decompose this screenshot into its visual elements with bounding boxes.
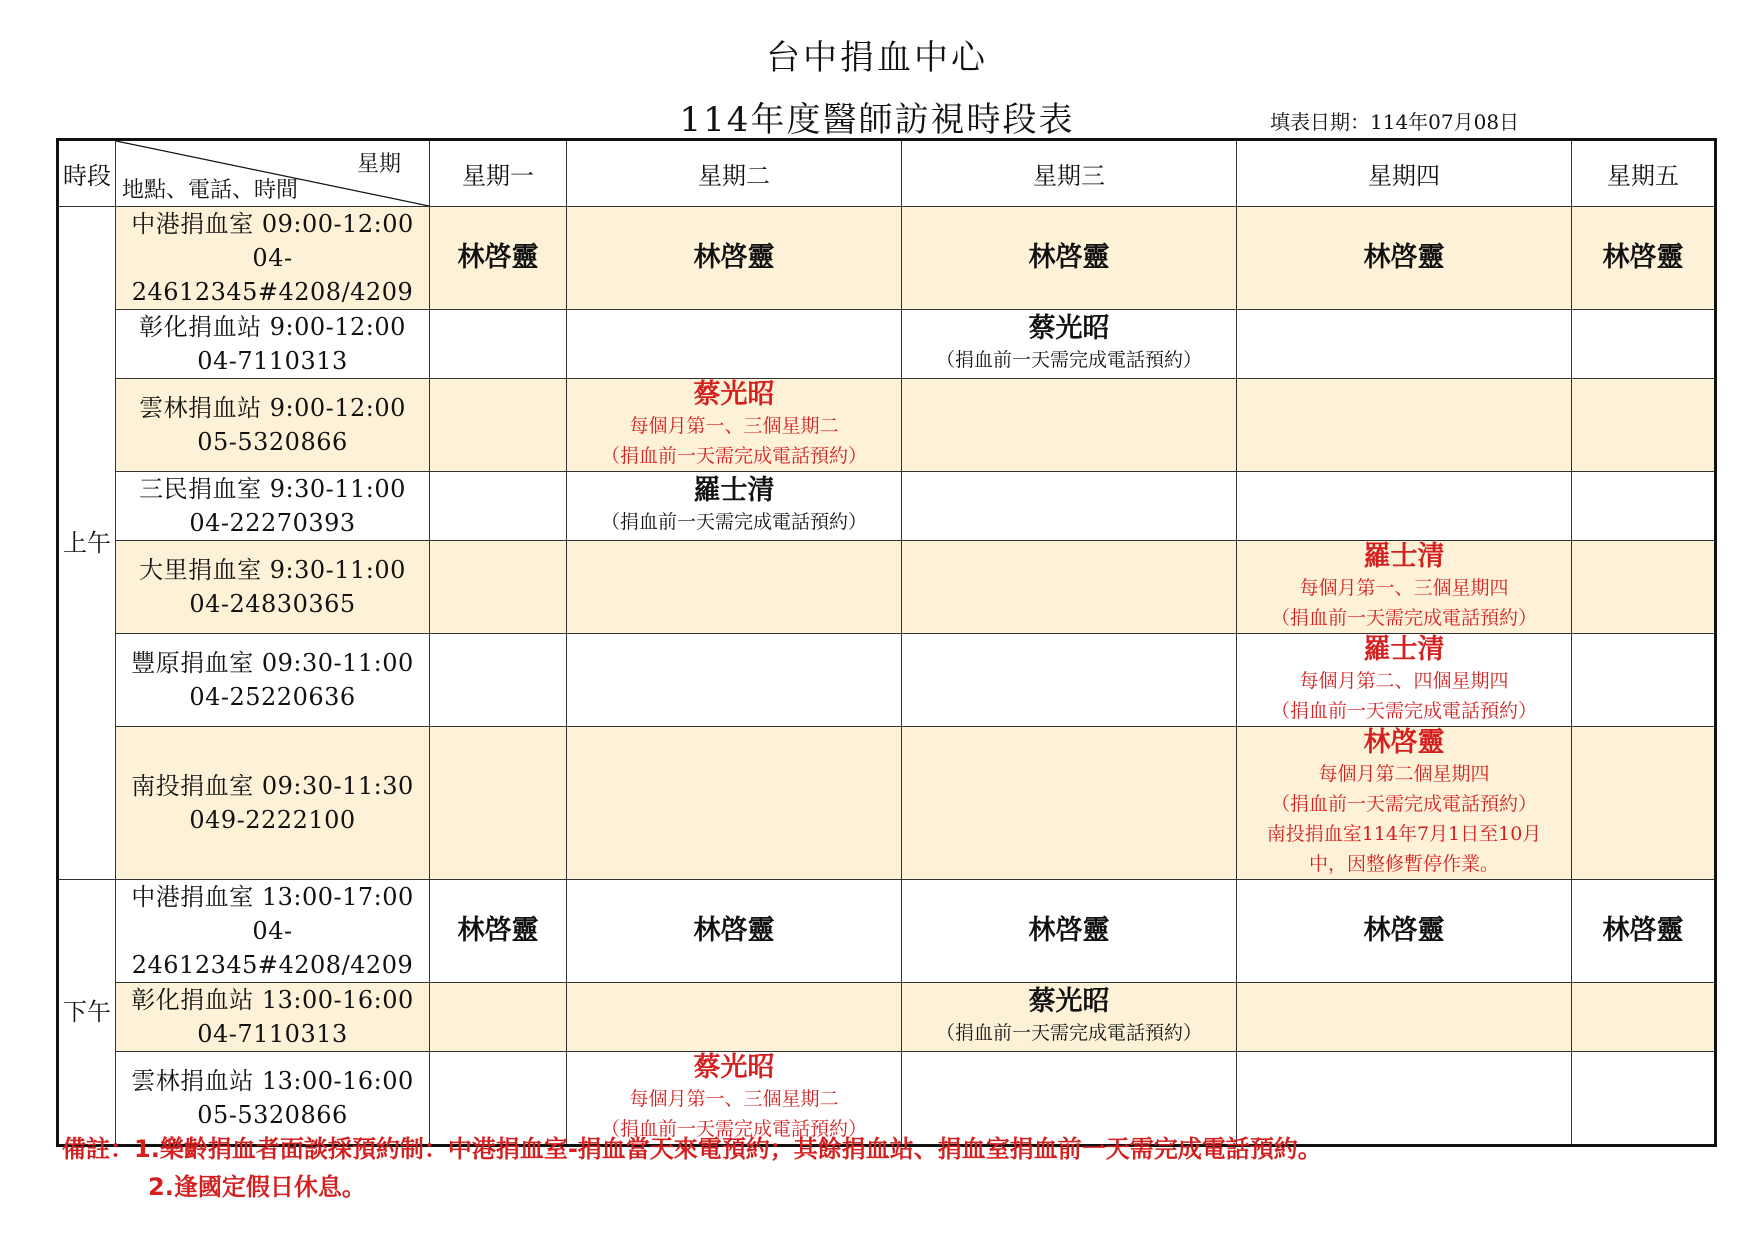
table-row [58, 379, 1716, 472]
schedule-cell [567, 983, 902, 1052]
schedule-cell [1237, 727, 1572, 880]
schedule-cell [1572, 379, 1716, 472]
schedule-cell [902, 727, 1237, 880]
schedule-cell [1572, 983, 1716, 1052]
schedule-note: 每個月第一、三個星期四 [1299, 577, 1509, 599]
schedule-cell [430, 310, 567, 379]
location-phone: 04-7110313 [197, 347, 348, 375]
location-cell [116, 727, 430, 880]
table-row [58, 880, 1716, 983]
location-cell [116, 207, 430, 310]
page-title: 台中捐血中心 [766, 38, 988, 78]
doctor-name: 林啓靈 [457, 242, 539, 273]
doctor-name: 林啓靈 [1363, 727, 1445, 758]
schedule-note: （捐血前一天需完成電話預約） [1270, 793, 1537, 815]
table-row [58, 541, 1716, 634]
schedule-cell [1237, 207, 1572, 310]
location-name-time: 南投捐血室 09:30-11:30 [131, 772, 414, 800]
schedule-note: （捐血前一天需完成電話預約） [600, 1118, 867, 1140]
location-phone: 05-5320866 [197, 1101, 348, 1129]
doctor-name: 蔡光昭 [1028, 986, 1110, 1017]
schedule-cell [1237, 379, 1572, 472]
fill-date: 填表日期：114年07月08日 [1270, 110, 1520, 134]
schedule-note: （捐血前一天需完成電話預約） [600, 511, 867, 533]
doctor-name: 羅士清 [1363, 541, 1445, 572]
schedule-note: （捐血前一天需完成電話預約） [1270, 607, 1537, 629]
schedule-cell [902, 634, 1237, 727]
schedule-note: （捐血前一天需完成電話預約） [935, 349, 1202, 371]
location-cell [116, 472, 430, 541]
schedule-cell [1572, 541, 1716, 634]
doctor-name: 蔡光昭 [693, 379, 775, 410]
doctor-name: 林啓靈 [1028, 915, 1110, 946]
table-row [58, 983, 1716, 1052]
location-phone: 049-2222100 [189, 806, 356, 834]
schedule-note: （捐血前一天需完成電話預約） [600, 445, 867, 467]
page-subtitle: 114年度醫師訪視時段表 [679, 100, 1075, 140]
doctor-name: 林啓靈 [693, 242, 775, 273]
day-header-mon: 星期一 [430, 140, 567, 207]
day-header-thu: 星期四 [1237, 140, 1572, 207]
schedule-cell [1237, 983, 1572, 1052]
schedule-cell [567, 880, 902, 983]
remark-line-2: 2.逢國定假日休息。 [148, 1173, 366, 1201]
schedule-cell [1572, 472, 1716, 541]
schedule-cell [430, 880, 567, 983]
schedule-note: 每個月第二、四個星期四 [1299, 670, 1509, 692]
header-row [58, 140, 1716, 207]
day-header-tue: 星期二 [567, 140, 902, 207]
schedule-cell [902, 310, 1237, 379]
location-phone: 04-22270393 [189, 509, 356, 537]
schedule-cell [902, 541, 1237, 634]
schedule-cell [1237, 310, 1572, 379]
schedule-note: 每個月第一、三個星期二 [629, 1088, 839, 1110]
period-pm: 下午 [58, 880, 116, 1146]
location-name-time: 豐原捐血室 09:30-11:00 [131, 649, 414, 677]
location-cell [116, 310, 430, 379]
schedule-note: 每個月第二個星期四 [1318, 763, 1490, 785]
doctor-name: 蔡光昭 [1028, 313, 1110, 344]
doctor-name: 林啓靈 [1602, 915, 1684, 946]
table-row [58, 207, 1716, 310]
schedule-cell [567, 310, 902, 379]
schedule-cell [430, 727, 567, 880]
schedule-note: （捐血前一天需完成電話預約） [935, 1022, 1202, 1044]
schedule-cell [567, 727, 902, 880]
period-am: 上午 [58, 207, 116, 880]
location-phone: 04-24612345#4208/4209 [131, 917, 414, 979]
period-header: 時段 [58, 140, 116, 207]
doctor-name: 羅士清 [1363, 634, 1445, 665]
location-name-time: 彰化捐血站 9:00-12:00 [139, 313, 406, 341]
location-name-time: 雲林捐血站 9:00-12:00 [139, 394, 406, 422]
schedule-cell [430, 634, 567, 727]
schedule-cell [430, 207, 567, 310]
schedule-cell [1237, 541, 1572, 634]
schedule-cell [1572, 634, 1716, 727]
schedule-cell [1572, 880, 1716, 983]
doctor-name: 林啓靈 [1363, 915, 1445, 946]
day-header-fri: 星期五 [1572, 140, 1716, 207]
schedule-cell [902, 472, 1237, 541]
schedule-note: 每個月第一、三個星期二 [629, 415, 839, 437]
day-header-wed: 星期三 [902, 140, 1237, 207]
schedule-cell [902, 983, 1237, 1052]
schedule-cell [1237, 472, 1572, 541]
schedule-cell [902, 207, 1237, 310]
location-label: 地點、電話、時間 [122, 178, 299, 203]
schedule-cell [1572, 310, 1716, 379]
location-name-time: 三民捐血室 9:30-11:00 [139, 475, 406, 503]
location-name-time: 中港捐血室 09:00-12:00 [131, 210, 414, 238]
schedule-table [56, 138, 1717, 1147]
location-phone: 04-7110313 [197, 1020, 348, 1048]
remarks [62, 1130, 1322, 1206]
weekday-label: 星期 [356, 152, 401, 177]
schedule-cell [902, 880, 1237, 983]
schedule-cell [567, 472, 902, 541]
schedule-cell [430, 379, 567, 472]
location-phone: 04-24612345#4208/4209 [131, 244, 414, 306]
schedule-cell [430, 983, 567, 1052]
schedule-cell [567, 634, 902, 727]
schedule-cell [430, 541, 567, 634]
schedule-note: （捐血前一天需完成電話預約） [1270, 700, 1537, 722]
schedule-note: 中，因整修暫停作業。 [1308, 853, 1499, 875]
doctor-name: 林啓靈 [1602, 242, 1684, 273]
location-name-time: 雲林捐血站 13:00-16:00 [131, 1067, 414, 1095]
schedule-note: 南投捐血室114年7月1日至10月 [1266, 823, 1542, 845]
location-phone: 04-25220636 [189, 683, 356, 711]
location-name-time: 大里捐血室 9:30-11:00 [139, 556, 406, 584]
remark-line-1: 備註：1.樂齡捐血者面談採預約制：中港捐血室-捐血當天來電預約；其餘捐血站、捐血室捐血前一天需完成電話預約。 [62, 1135, 1322, 1163]
location-cell [116, 541, 430, 634]
location-cell [116, 880, 430, 983]
schedule-cell [567, 379, 902, 472]
table-row [58, 727, 1716, 880]
schedule-cell [1237, 880, 1572, 983]
schedule-cell [430, 472, 567, 541]
schedule-cell [1572, 207, 1716, 310]
doctor-name: 蔡光昭 [693, 1052, 775, 1083]
schedule-cell [1572, 1052, 1716, 1146]
location-cell [116, 379, 430, 472]
doctor-name: 林啓靈 [1363, 242, 1445, 273]
location-phone: 04-24830365 [189, 590, 356, 618]
table-row [58, 634, 1716, 727]
location-cell [116, 983, 430, 1052]
doctor-name: 林啓靈 [693, 915, 775, 946]
location-name-time: 彰化捐血站 13:00-16:00 [131, 986, 414, 1014]
schedule-cell [567, 541, 902, 634]
location-cell [116, 634, 430, 727]
schedule-cell [1572, 727, 1716, 880]
doctor-name: 林啓靈 [1028, 242, 1110, 273]
location-name-time: 中港捐血室 13:00-17:00 [131, 883, 414, 911]
doctor-name: 羅士清 [693, 475, 775, 506]
schedule-cell [902, 379, 1237, 472]
location-phone: 05-5320866 [197, 428, 348, 456]
schedule-cell [1237, 634, 1572, 727]
corner-header [116, 140, 430, 207]
table-row [58, 310, 1716, 379]
schedule-cell [567, 207, 902, 310]
table-row [58, 472, 1716, 541]
doctor-name: 林啓靈 [457, 915, 539, 946]
